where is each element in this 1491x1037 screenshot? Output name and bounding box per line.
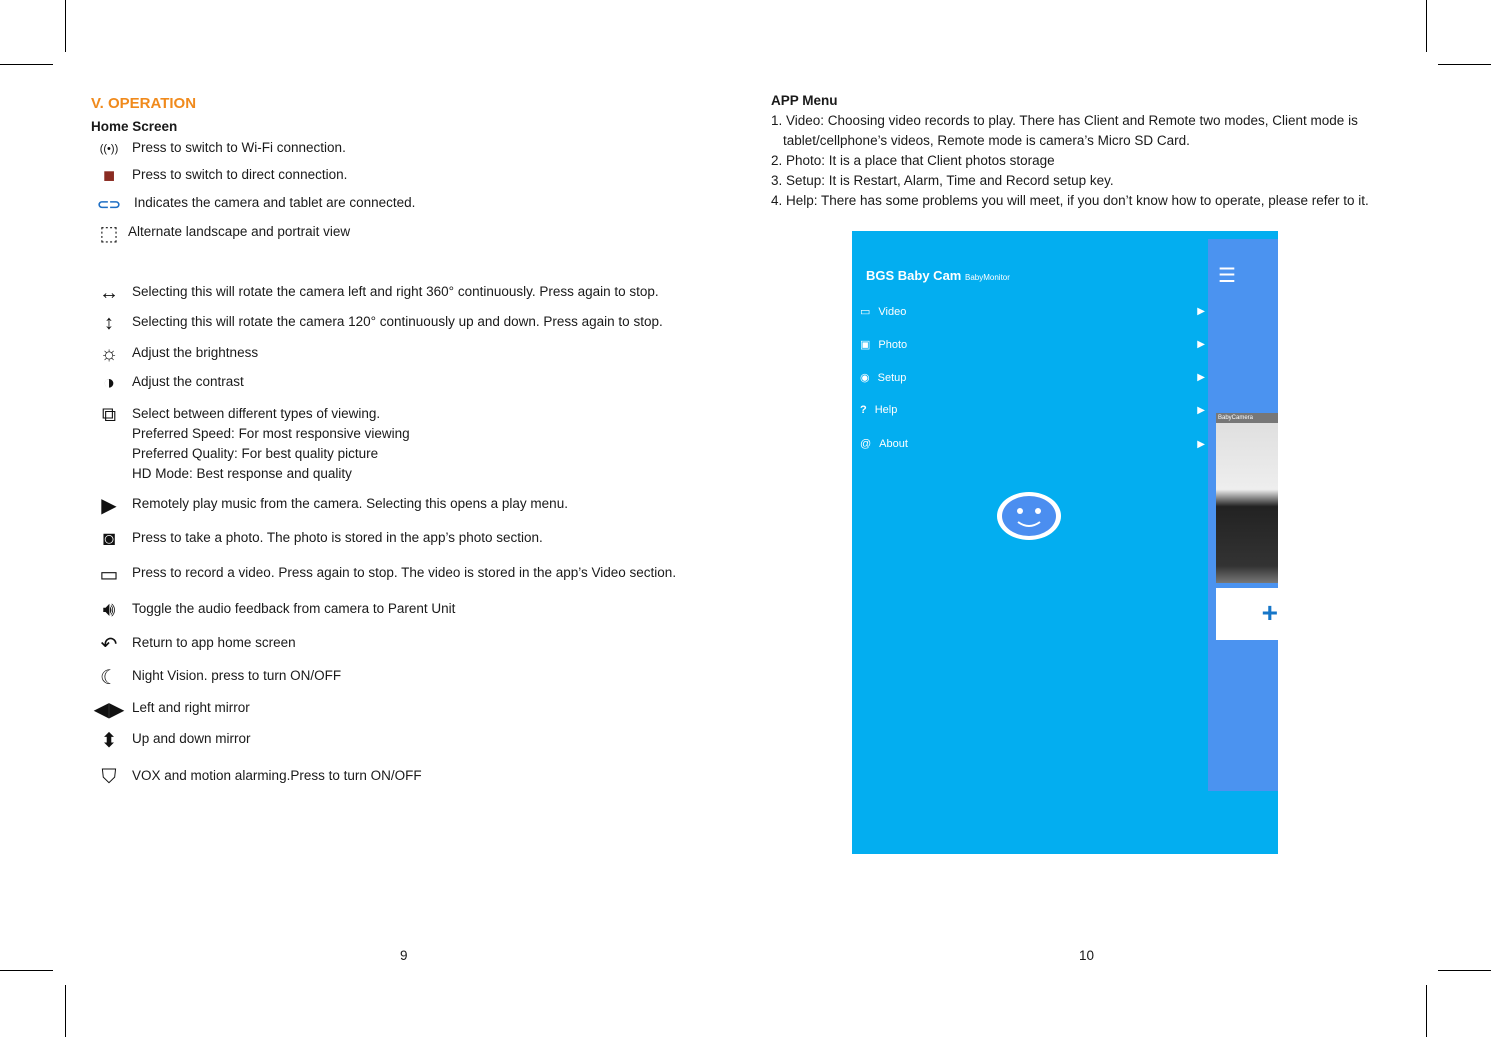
item-text: VOX and motion alarming.Press to turn ON/OFF <box>132 768 422 783</box>
rotate-screen-icon: ⬚ <box>99 222 119 245</box>
item-text: Adjust the contrast <box>132 374 244 389</box>
item-text: Remotely play music from the camera. Selecting this opens a play menu. <box>132 496 568 511</box>
item-text: Press to switch to Wi-Fi connection. <box>132 140 346 155</box>
item-text: Night Vision. press to turn ON/OFF <box>132 668 342 683</box>
link-icon: ⊂⊃ <box>97 195 121 212</box>
speaker-icon: 🔊︎ <box>102 598 116 621</box>
item-text: Left and right mirror <box>132 700 250 715</box>
item-subtext: HD Mode: Best response and quality <box>132 466 352 481</box>
item-text: Up and down mirror <box>132 731 251 746</box>
left-right-arrow-icon: ↔ <box>99 281 119 304</box>
brightness-icon: ☼ <box>99 342 119 365</box>
video-icon: ▭ <box>99 563 119 586</box>
menu-item-help[interactable]: ? Help ▶ <box>860 404 1205 416</box>
item-text: Toggle the audio feedback from camera to Parent Unit <box>132 601 456 616</box>
contrast-icon: ◑ <box>102 371 116 394</box>
page-number: 10 <box>1079 948 1095 963</box>
menu-item-photo[interactable]: ▣ Photo ▶ <box>860 338 1205 351</box>
hamburger-menu-icon[interactable]: ☰ <box>1218 265 1236 287</box>
baby-face-logo-icon <box>994 489 1064 543</box>
text-line: 4. Help: There has some problems you will meet, if you don’t know how to operate, please refer to it. <box>771 193 1369 208</box>
item-text: Adjust the brightness <box>132 345 259 360</box>
mirror-left-right-icon: ◀▶ <box>93 698 125 721</box>
item-text: Return to app home screen <box>132 635 296 650</box>
side-rail <box>1208 239 1278 791</box>
gear-icon: ◉ <box>860 372 870 384</box>
section-heading: V. OPERATION <box>91 95 197 112</box>
camera-icon: ◙ <box>102 527 116 550</box>
item-text: Select between different types of viewing. <box>132 406 381 421</box>
chevron-right-icon: ▶ <box>1197 404 1205 416</box>
moon-icon: ☾ <box>100 666 118 689</box>
shield-alarm-icon: ⛉ <box>101 765 117 788</box>
help-icon: ? <box>860 404 867 416</box>
up-down-arrow-icon: ↕ <box>104 311 114 334</box>
text-line: 3. Setup: It is Restart, Alarm, Time and Record setup key. <box>771 173 1114 188</box>
item-text: Selecting this will rotate the camera 120° continuously up and down. Press again to stop. <box>132 314 663 329</box>
mirror-up-down-icon: ⬍ <box>100 729 118 752</box>
tv-icon: ⧉ <box>101 403 117 426</box>
item-text: Indicates the camera and tablet are connected. <box>134 195 416 210</box>
at-icon: @ <box>860 438 872 450</box>
item-text: Alternate landscape and portrait view <box>128 224 351 239</box>
camera-thumbnail[interactable]: BabyCamera <box>1216 413 1278 583</box>
item-text: Selecting this will rotate the camera left and right 360° continuously. Press again to stop. <box>132 284 659 299</box>
item-subtext: Preferred Quality: For best quality picture <box>132 446 379 461</box>
app-title: BGS Baby Cam BabyMonitor <box>866 268 1010 283</box>
item-text: Press to take a photo. The photo is stored in the app’s photo section. <box>132 530 543 545</box>
wifi-icon: ((•)) <box>99 143 119 155</box>
chevron-right-icon: ▶ <box>1197 339 1205 350</box>
app-screenshot <box>852 231 1278 854</box>
chevron-right-icon: ▶ <box>1197 372 1205 383</box>
text-line: tablet/cellphone’s videos, Remote mode is camera’s Micro SD Card. <box>783 133 1190 148</box>
chevron-right-icon: ▶ <box>1197 438 1205 450</box>
image-icon: ▣ <box>860 339 871 351</box>
text-line: 1. Video: Choosing video records to play. There has Client and Remote two modes, Client mode is <box>771 113 1358 128</box>
subheading: Home Screen <box>91 119 178 134</box>
menu-item-about[interactable]: @ About ▶ <box>860 438 1205 450</box>
app-menu-heading: APP Menu <box>771 93 838 108</box>
text-line: 2. Photo: It is a place that Client photos storage <box>771 153 1055 168</box>
add-camera-button[interactable]: + <box>1216 588 1278 640</box>
item-subtext: Preferred Speed: For most responsive viewing <box>132 426 410 441</box>
page-number: 9 <box>400 948 408 963</box>
video-icon: ▭ <box>860 306 871 318</box>
item-text: Press to switch to direct connection. <box>132 167 348 182</box>
chevron-right-icon: ▶ <box>1197 306 1205 317</box>
menu-item-video[interactable]: ▭ Video ▶ <box>860 305 1205 318</box>
menu-item-setup[interactable]: ◉ Setup ▶ <box>860 371 1205 384</box>
item-text: Press to record a video. Press again to stop. The video is stored in the app’s Video section. <box>132 565 677 580</box>
return-icon: ↶ <box>100 633 118 656</box>
direct-connection-icon: ■ <box>102 164 116 187</box>
play-icon: ▶ <box>101 494 117 517</box>
